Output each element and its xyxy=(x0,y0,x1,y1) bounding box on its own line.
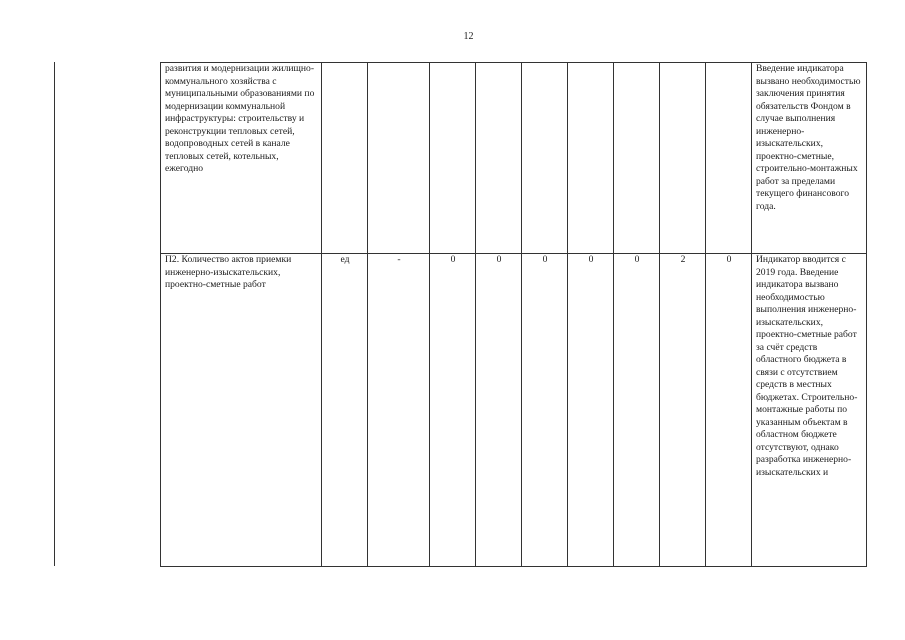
value-cell: 0 xyxy=(706,254,752,567)
indicator-name: развития и модернизации жилищно-коммунального хозяйства с муниципальными образованиями по модернизации коммунальной инфраструктуры: строительству и реконструкции тепловых сетей, водопроводных сетей в канале тепловых сетей, котельных, ежегодно xyxy=(165,63,315,174)
value-cell xyxy=(522,63,568,254)
note-cell xyxy=(752,63,867,254)
indicator-name: П2. Количество актов приемки инженерно-изыскательских, проектно-сметные работ xyxy=(165,254,292,290)
note-text: Введение индикатора вызвано необходимостью заключения принятия обязательств Фондом в случае выполнения инженерно-изыскательских, проектно-сметные, строительно-монтажных работ за пределами текущего финансового года. xyxy=(756,63,861,212)
margin-rule xyxy=(54,62,55,566)
value-cell: 0 xyxy=(568,254,614,567)
value-cell: 0 xyxy=(430,254,476,567)
value-cell: 0 xyxy=(614,254,660,567)
value-cell xyxy=(614,63,660,254)
value-cell xyxy=(706,63,752,254)
value-cell xyxy=(476,63,522,254)
indicator-name-cell xyxy=(161,63,322,254)
unit-cell xyxy=(322,63,368,254)
value-cell xyxy=(430,63,476,254)
unit-cell: ед xyxy=(322,254,368,567)
value-cell: 0 xyxy=(522,254,568,567)
note-text: Индикатор вводится с 2019 года. Введение индикатора вызвано необходимостью выполнения инженерно-изыскательских, проектно-сметные работ за счёт средств областного бюджета в связи с отсутствием средств в местных бюджетах. Строительно-монтажные работы по указанным объектам в областном бюджете отсутствуют, однако разработка инженерно-изыскательских и xyxy=(756,254,858,478)
value-cell: 0 xyxy=(476,254,522,567)
value-cell xyxy=(368,63,430,254)
indicator-table xyxy=(160,62,867,567)
indicator-name-cell xyxy=(161,254,322,567)
value-cell xyxy=(660,63,706,254)
value-cell: 2 xyxy=(660,254,706,567)
value-cell xyxy=(568,63,614,254)
note-cell xyxy=(752,254,867,567)
value-cell: - xyxy=(368,254,430,567)
table-row xyxy=(161,254,867,567)
table-row xyxy=(161,63,867,254)
page-number: 12 xyxy=(463,31,474,42)
